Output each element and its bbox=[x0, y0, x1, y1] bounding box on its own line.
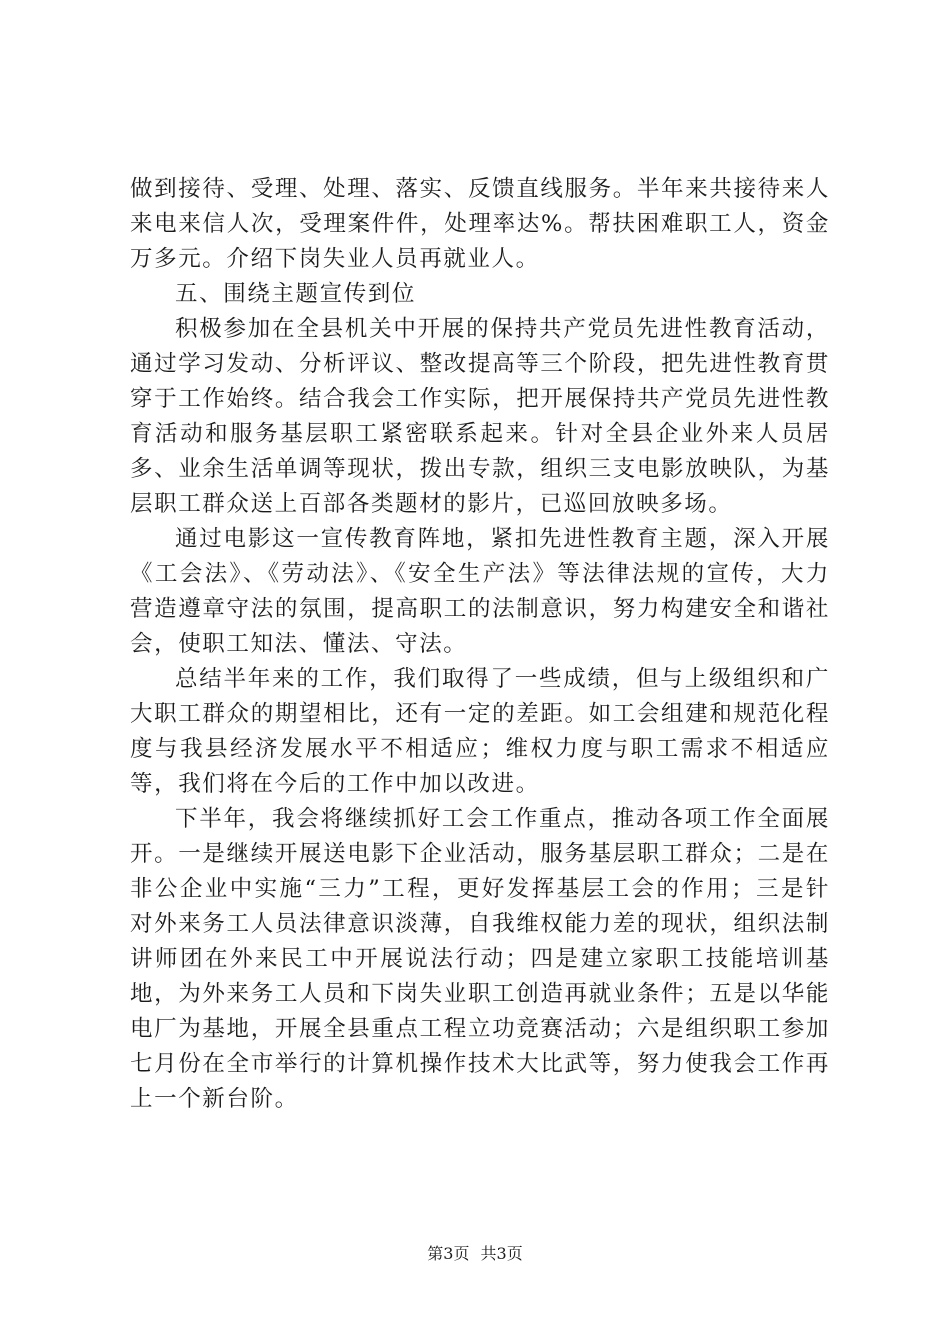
paragraph-continuation: 做到接待、受理、处理、落实、反馈直线服务。半年来共接待来人来电来信人次，受理案件件，处理率达%。帮扶困难职工人，资金万多元。介绍下岗失业人员再就业人。 bbox=[130, 176, 830, 272]
page-total: 共3页 bbox=[480, 1244, 523, 1263]
paragraph-summary: 总结半年来的工作，我们取得了一些成绩，但与上级组织和广大职工群众的期望相比，还有一定的差距。如工会组建和规范化程度与我县经济发展水平不相适应；维权力度与职工需求不相适应等，我们将在今后的工作中加以改进。 bbox=[130, 666, 830, 797]
paragraph-law-publicity: 通过电影这一宣传教育阵地，紧扣先进性教育主题，深入开展《工会法》、《劳动法》、《安全生产法》等法律法规的宣传，大力营造遵章守法的氛围，提高职工的法制意识，努力构建安全和谐社会，使职工知法、懂法、守法。 bbox=[130, 526, 830, 657]
section-heading: 五、围绕主题宣传到位 bbox=[175, 281, 417, 307]
page-number: 第3页 bbox=[427, 1244, 470, 1263]
document-body bbox=[130, 172, 830, 1117]
paragraph-second-half-plan: 下半年，我会将继续抓好工会工作重点，推动各项工作全面展开。一是继续开展送电影下企业活动，服务基层职工群众；二是在非公企业中实施“三力”工程，更好发挥基层工会的作用；三是针对外来务工人员法律意识淡薄，自我维权能力差的现状，组织法制讲师团在外来民工中开展说法行动；四是建立家职工技能培训基地，为外来务工人员和下岗失业职工创造再就业条件；五是以华能电厂为基地，开展全县重点工程立功竞赛活动；六是组织职工参加七月份在全市举行的计算机操作技术大比武等，努力使我会工作再上一个新台阶。 bbox=[130, 806, 830, 1112]
page-footer bbox=[0, 1243, 950, 1265]
paragraph-education-activity: 积极参加在全县机关中开展的保持共产党员先进性教育活动，通过学习发动、分析评议、整改提高等三个阶段，把先进性教育贯穿于工作始终。结合我会工作实际，把开展保持共产党员先进性教育活动和服务基层职工紧密联系起来。针对全县企业外来人员居多、业余生活单调等现状，拨出专款，组织三支电影放映队，为基层职工群众送上百部各类题材的影片，已巡回放映多场。 bbox=[130, 316, 830, 517]
